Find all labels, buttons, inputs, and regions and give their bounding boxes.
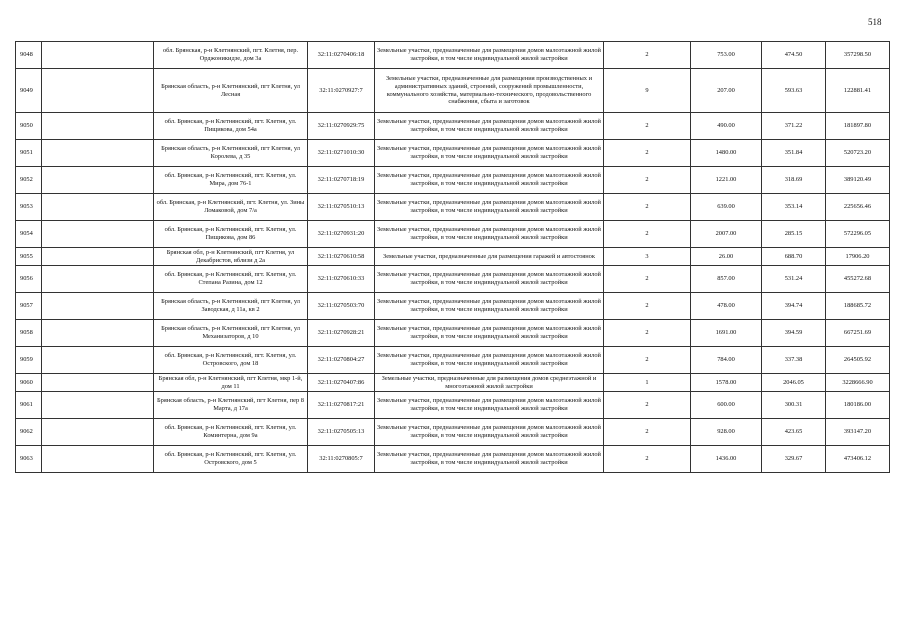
address: обл. Брянская, р-н Клетнянский, пгт. Клетня, ул. Островского, дом 18 [154, 347, 308, 374]
area: 639.00 [691, 194, 762, 221]
table-row [16, 293, 890, 320]
table-row [16, 266, 890, 293]
object-number: 9060 [16, 374, 42, 392]
land-use-type: Земельные участки, предназначенные для размещения домов малоэтажной жилой застройки, в том числе индивидуальной жилой застройки [375, 140, 604, 167]
specific-value: 474.50 [762, 42, 826, 69]
group-number: 2 [604, 392, 691, 419]
blank-cell [42, 69, 154, 113]
object-number: 9054 [16, 221, 42, 248]
table-row [16, 69, 890, 113]
land-use-type: Земельные участки, предназначенные для размещения домов малоэтажной жилой застройки, в том числе индивидуальной жилой застройки [375, 194, 604, 221]
cadastral-number: 32:11:0270931:20 [308, 221, 375, 248]
cadastral-number: 32:11:0270510:13 [308, 194, 375, 221]
specific-value: 531.24 [762, 266, 826, 293]
area: 857.00 [691, 266, 762, 293]
cadastral-value: 3228666.90 [826, 374, 890, 392]
blank-cell [42, 42, 154, 69]
object-number: 9050 [16, 113, 42, 140]
table-row [16, 320, 890, 347]
area: 2007.00 [691, 221, 762, 248]
area: 1436.00 [691, 446, 762, 473]
address: Брянская область, р-н Клетнянский, пгт Клетня, ул Механизаторов, д 10 [154, 320, 308, 347]
table-row [16, 419, 890, 446]
address: Брянская область, р-н Клетнянский, пгт Клетня, пер 8 Марта, д 17а [154, 392, 308, 419]
group-number: 2 [604, 320, 691, 347]
cadastral-number: 32:11:0270503:70 [308, 293, 375, 320]
specific-value: 688.70 [762, 248, 826, 266]
blank-cell [42, 347, 154, 374]
address: обл. Брянская, р-н Клетнянский, пгт. Клетня, ул. Пищикова, дом 54а [154, 113, 308, 140]
address: Брянская область, р-н Клетнянский, пгт Клетня, ул Королева, д 35 [154, 140, 308, 167]
object-number: 9056 [16, 266, 42, 293]
specific-value: 353.14 [762, 194, 826, 221]
blank-cell [42, 446, 154, 473]
cadastral-value: 180186.00 [826, 392, 890, 419]
area: 1480.00 [691, 140, 762, 167]
specific-value: 371.22 [762, 113, 826, 140]
specific-value: 394.74 [762, 293, 826, 320]
land-use-type: Земельные участки, предназначенные для размещения гаражей и автостоянок [375, 248, 604, 266]
address: обл. Брянская, р-н Клетнянский, пгт. Клетня, пер. Орджоникидзе, дом 3а [154, 42, 308, 69]
table-row [16, 221, 890, 248]
cadastral-registry-table [15, 41, 890, 473]
cadastral-value: 473406.12 [826, 446, 890, 473]
land-use-type: Земельные участки, предназначенные для размещения домов малоэтажной жилой застройки, в том числе индивидуальной жилой застройки [375, 320, 604, 347]
address: Брянская область, р-н Клетнянский, пгт Клетня, ул Лесная [154, 69, 308, 113]
table-row [16, 140, 890, 167]
specific-value: 394.59 [762, 320, 826, 347]
cadastral-value: 188685.72 [826, 293, 890, 320]
table-row [16, 392, 890, 419]
land-use-type: Земельные участки, предназначенные для размещения домов малоэтажной жилой застройки, в том числе индивидуальной жилой застройки [375, 266, 604, 293]
object-number: 9059 [16, 347, 42, 374]
address: обл. Брянская, р-н Клетнянский, пгт. Клетня, ул. Степана Разина, дом 12 [154, 266, 308, 293]
blank-cell [42, 194, 154, 221]
address: обл. Брянская, р-н Клетнянский, пгт. Клетня, ул. Островского, дом 5 [154, 446, 308, 473]
group-number: 2 [604, 194, 691, 221]
cadastral-number: 32:11:0270927:7 [308, 69, 375, 113]
cadastral-value: 181897.80 [826, 113, 890, 140]
address: Брянская обл, р-н Клетнянский, пгт Клетня, ул Декабристов, вблизи д 2а [154, 248, 308, 266]
cadastral-value: 667251.69 [826, 320, 890, 347]
cadastral-number: 32:11:0270804:27 [308, 347, 375, 374]
land-use-type: Земельные участки, предназначенные для размещения домов малоэтажной жилой застройки, в том числе индивидуальной жилой застройки [375, 392, 604, 419]
object-number: 9048 [16, 42, 42, 69]
table-row [16, 42, 890, 69]
specific-value: 423.65 [762, 419, 826, 446]
blank-cell [42, 248, 154, 266]
area: 478.00 [691, 293, 762, 320]
area: 1578.00 [691, 374, 762, 392]
object-number: 9062 [16, 419, 42, 446]
land-use-type: Земельные участки, предназначенные для размещения домов малоэтажной жилой застройки, в том числе индивидуальной жилой застройки [375, 167, 604, 194]
address: Брянская область, р-н Клетнянский, пгт Клетня, ул Заводская, д 11а, кв 2 [154, 293, 308, 320]
address: обл. Брянская, р-н Клетнянский, пгт. Клетня, ул. Зины Ломаковой, дом 7/а [154, 194, 308, 221]
address: обл. Брянская, р-н Клетнянский, пгт. Клетня, ул. Пищикова, дом 86 [154, 221, 308, 248]
group-number: 2 [604, 113, 691, 140]
group-number: 2 [604, 293, 691, 320]
area: 600.00 [691, 392, 762, 419]
blank-cell [42, 167, 154, 194]
object-number: 9061 [16, 392, 42, 419]
page-number: 518 [868, 17, 882, 27]
table-row [16, 167, 890, 194]
cadastral-number: 32:11:0270929:75 [308, 113, 375, 140]
land-use-type: Земельные участки, предназначенные для размещения домов малоэтажной жилой застройки, в том числе индивидуальной жилой застройки [375, 419, 604, 446]
cadastral-number: 32:11:0270407:86 [308, 374, 375, 392]
cadastral-number: 32:11:0270805:7 [308, 446, 375, 473]
area: 1691.00 [691, 320, 762, 347]
land-use-type: Земельные участки, предназначенные для размещения домов малоэтажной жилой застройки, в том числе индивидуальной жилой застройки [375, 347, 604, 374]
cadastral-value: 17906.20 [826, 248, 890, 266]
group-number: 2 [604, 140, 691, 167]
group-number: 2 [604, 419, 691, 446]
cadastral-value: 520723.20 [826, 140, 890, 167]
specific-value: 285.15 [762, 221, 826, 248]
object-number: 9051 [16, 140, 42, 167]
object-number: 9057 [16, 293, 42, 320]
group-number: 2 [604, 266, 691, 293]
cadastral-value: 357298.50 [826, 42, 890, 69]
group-number: 2 [604, 221, 691, 248]
cadastral-value: 264505.92 [826, 347, 890, 374]
cadastral-number: 32:11:0270610:58 [308, 248, 375, 266]
cadastral-value: 122881.41 [826, 69, 890, 113]
table-row [16, 248, 890, 266]
area: 753.00 [691, 42, 762, 69]
group-number: 2 [604, 446, 691, 473]
land-use-type: Земельные участки, предназначенные для размещения домов малоэтажной жилой застройки, в том числе индивидуальной жилой застройки [375, 293, 604, 320]
specific-value: 300.31 [762, 392, 826, 419]
blank-cell [42, 293, 154, 320]
area: 784.00 [691, 347, 762, 374]
land-use-type: Земельные участки, предназначенные для размещения домов среднеэтажной и многоэтажной жилой застройки [375, 374, 604, 392]
table-row [16, 194, 890, 221]
cadastral-number: 32:11:0270610:33 [308, 266, 375, 293]
group-number: 2 [604, 347, 691, 374]
cadastral-number: 32:11:0270505:13 [308, 419, 375, 446]
cadastral-value: 393147.20 [826, 419, 890, 446]
group-number: 1 [604, 374, 691, 392]
land-use-type: Земельные участки, предназначенные для размещения домов малоэтажной жилой застройки, в том числе индивидуальной жилой застройки [375, 42, 604, 69]
specific-value: 318.69 [762, 167, 826, 194]
object-number: 9055 [16, 248, 42, 266]
table-row [16, 347, 890, 374]
object-number: 9058 [16, 320, 42, 347]
blank-cell [42, 221, 154, 248]
blank-cell [42, 266, 154, 293]
table-row [16, 446, 890, 473]
table-row [16, 374, 890, 392]
blank-cell [42, 419, 154, 446]
specific-value: 351.84 [762, 140, 826, 167]
cadastral-number: 32:11:0271010:30 [308, 140, 375, 167]
object-number: 9052 [16, 167, 42, 194]
specific-value: 329.67 [762, 446, 826, 473]
object-number: 9053 [16, 194, 42, 221]
land-use-type: Земельные участки, предназначенные для размещения домов малоэтажной жилой застройки, в том числе индивидуальной жилой застройки [375, 113, 604, 140]
blank-cell [42, 140, 154, 167]
blank-cell [42, 392, 154, 419]
cadastral-number: 32:11:0270817:21 [308, 392, 375, 419]
area: 207.00 [691, 69, 762, 113]
land-use-type: Земельные участки, предназначенные для размещения производственных и административных зданий, строений, сооружений промышленности, коммунального хозяйства, материально-технического, продовольственного снабжения, сбыта и заготовок [375, 69, 604, 113]
area: 1221.00 [691, 167, 762, 194]
address: обл. Брянская, р-н Клетнянский, пгт. Клетня, ул. Мира, дом 76-1 [154, 167, 308, 194]
area: 26.00 [691, 248, 762, 266]
land-use-type: Земельные участки, предназначенные для размещения домов малоэтажной жилой застройки, в том числе индивидуальной жилой застройки [375, 221, 604, 248]
blank-cell [42, 113, 154, 140]
cadastral-number: 32:11:0270718:19 [308, 167, 375, 194]
address: Брянская обл, р-н Клетнянский, пгт Клетня, мкр 1-й, дом 11 [154, 374, 308, 392]
land-use-type: Земельные участки, предназначенные для размещения домов малоэтажной жилой застройки, в том числе индивидуальной жилой застройки [375, 446, 604, 473]
object-number: 9063 [16, 446, 42, 473]
cadastral-value: 455272.68 [826, 266, 890, 293]
specific-value: 593.63 [762, 69, 826, 113]
area: 928.00 [691, 419, 762, 446]
blank-cell [42, 374, 154, 392]
specific-value: 337.38 [762, 347, 826, 374]
cadastral-number: 32:11:0270406:18 [308, 42, 375, 69]
group-number: 2 [604, 167, 691, 194]
group-number: 9 [604, 69, 691, 113]
area: 490.00 [691, 113, 762, 140]
cadastral-number: 32:11:0270928:21 [308, 320, 375, 347]
cadastral-value: 225656.46 [826, 194, 890, 221]
table-row [16, 113, 890, 140]
group-number: 2 [604, 42, 691, 69]
cadastral-value: 389120.49 [826, 167, 890, 194]
address: обл. Брянская, р-н Клетнянский, пгт. Клетня, ул. Коминтерна, дом 9а [154, 419, 308, 446]
object-number: 9049 [16, 69, 42, 113]
specific-value: 2046.05 [762, 374, 826, 392]
group-number: 3 [604, 248, 691, 266]
blank-cell [42, 320, 154, 347]
cadastral-value: 572296.05 [826, 221, 890, 248]
